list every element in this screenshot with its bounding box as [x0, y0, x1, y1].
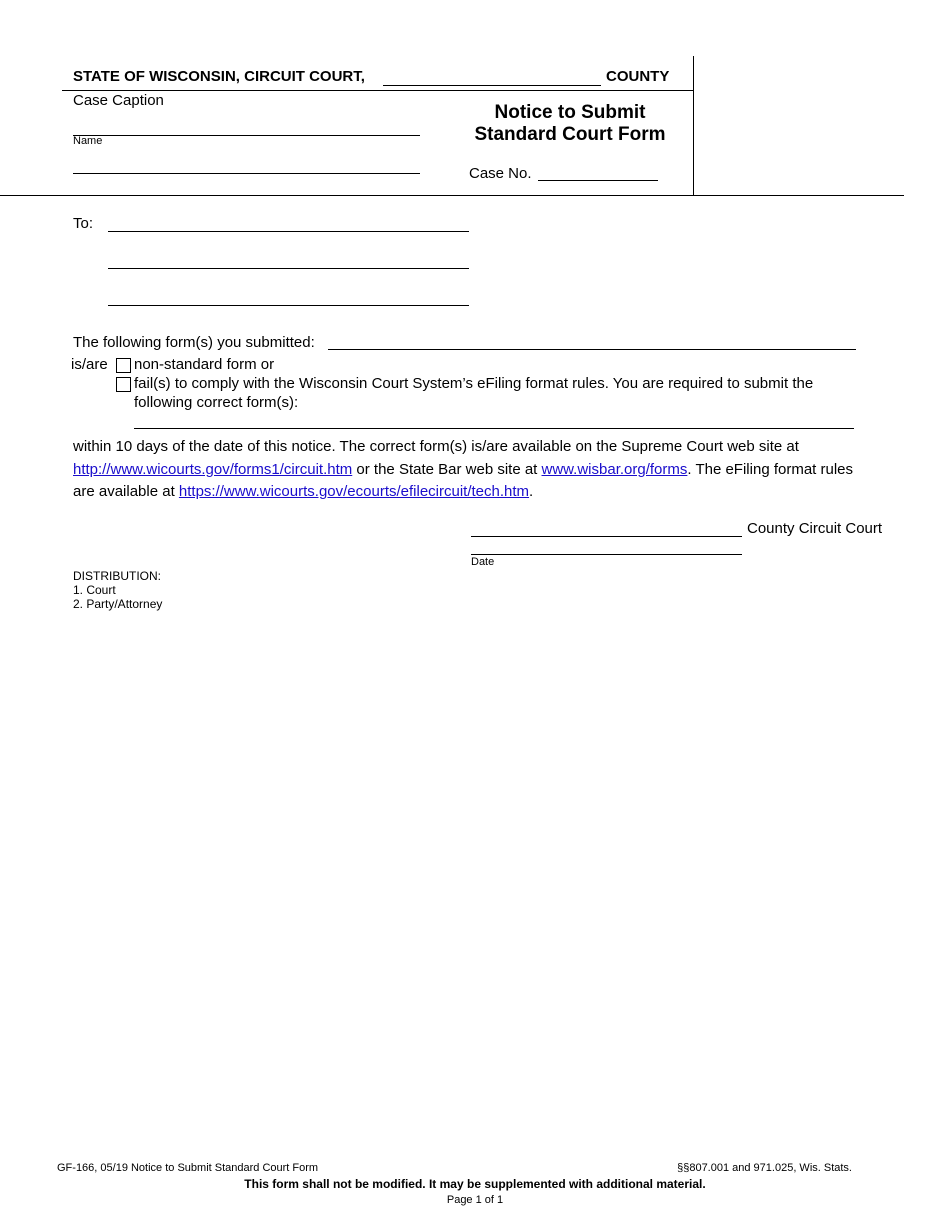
fails-to-comply-checkbox[interactable] — [116, 377, 131, 392]
case-no-field[interactable] — [538, 180, 658, 181]
statutes: §§807.001 and 971.025, Wis. Stats. — [677, 1162, 852, 1174]
case-no-label: Case No. — [469, 165, 532, 182]
fails-to-comply-line1: fail(s) to comply with the Wisconsin Court System’s eFiling format rules. You are required to submit the — [134, 375, 814, 392]
header-bottom-rule — [0, 195, 904, 196]
county-name-field[interactable] — [383, 85, 601, 86]
instructions-line1: within 10 days of the date of this notice. The correct form(s) is/are available on the Supreme Court web site at — [73, 438, 799, 455]
form-title-line1: Notice to Submit — [494, 102, 646, 123]
caption-second-line[interactable] — [73, 173, 420, 174]
forms-submitted-label: The following form(s) you submitted: — [73, 334, 315, 351]
wisbar-link[interactable]: www.wisbar.org/forms — [541, 460, 688, 478]
is-are-label: is/are — [71, 356, 108, 373]
form-title — [450, 102, 690, 146]
instructions-line2 — [73, 459, 853, 482]
to-line-1[interactable] — [108, 231, 469, 232]
state-court-heading: STATE OF WISCONSIN, CIRCUIT COURT, — [73, 68, 365, 85]
to-label: To: — [73, 215, 94, 232]
period-text: . — [529, 483, 534, 500]
footer-notice: This form shall not be modified. It may be supplemented with additional material. — [244, 1177, 706, 1191]
efiling-rules-text: . The eFiling format rules — [687, 460, 854, 478]
header-rule — [62, 90, 693, 91]
form-id: GF-166, 05/19 Notice to Submit Standard Court Form — [57, 1162, 319, 1174]
or-state-bar-text: or the State Bar web site at — [352, 460, 542, 478]
nonstandard-checkbox[interactable] — [116, 358, 131, 373]
date-field[interactable] — [471, 554, 742, 555]
county-circuit-court-field[interactable] — [471, 536, 742, 537]
to-line-2[interactable] — [108, 268, 469, 269]
date-label: Date — [471, 556, 495, 568]
header-vertical-divider — [693, 56, 694, 195]
name-field-line[interactable] — [73, 135, 420, 136]
distribution-item: 1. Court — [73, 583, 116, 597]
correct-forms-field[interactable] — [134, 428, 854, 429]
form-title-line2: Standard Court Form — [474, 124, 666, 145]
distribution-block — [73, 569, 162, 611]
fails-to-comply-line2: following correct form(s): — [134, 394, 299, 411]
case-caption-label: Case Caption — [73, 92, 164, 109]
distribution-heading: DISTRIBUTION: — [73, 569, 162, 583]
tech-rules-link[interactable]: https://www.wicourts.gov/ecourts/efilecircuit/tech.htm — [178, 483, 530, 500]
name-label: Name — [73, 135, 103, 147]
are-available-text: are available at — [73, 483, 179, 500]
forms-link[interactable]: http://www.wicourts.gov/forms1/circuit.htm — [73, 460, 353, 478]
county-circuit-court-label: County Circuit Court — [747, 520, 883, 537]
county-label: COUNTY — [606, 68, 670, 85]
nonstandard-label: non-standard form or — [134, 356, 275, 373]
to-line-3[interactable] — [108, 305, 469, 306]
instructions-line3 — [73, 481, 853, 504]
distribution-item: 2. Party/Attorney — [73, 597, 163, 611]
page-number: Page 1 of 1 — [446, 1194, 504, 1206]
forms-submitted-field[interactable] — [328, 349, 856, 350]
instructions-paragraph — [73, 436, 853, 504]
